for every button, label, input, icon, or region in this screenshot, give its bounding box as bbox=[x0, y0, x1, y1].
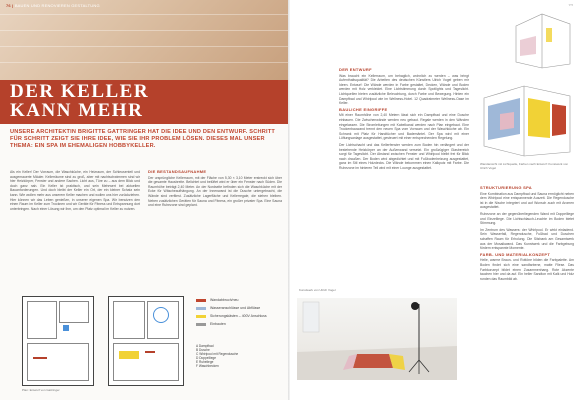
legend-item bbox=[196, 306, 286, 311]
plan-key-item: F Waschbecken bbox=[196, 364, 219, 368]
legend-swatch bbox=[196, 307, 206, 310]
photo-artwork-drawing bbox=[297, 298, 457, 380]
legend-label: Sicherungskästen – 400V Anschluss bbox=[210, 314, 267, 318]
section-heading-farbe: FARB- UND MATERIALKONZEPT bbox=[480, 251, 551, 257]
section-heading-eingriffe: BAULICHE EINGRIFFE bbox=[339, 106, 388, 112]
legend-item bbox=[196, 322, 286, 327]
legend-swatch bbox=[196, 323, 206, 326]
paragraph-entwurf: Was braucht ein Kellerraum, um behaglich, wohnlich zu werden – was bringt Aufenthaltsqualität? Die Arbeiten des deutschen Künstlers Ulrich Vogel geben mir Ideen. Entwurf: Die Wände werden in Farbe gestaltet, Decken, Wände und Boden werden mit Holz verkleidet. Eine Lichtstimmung durch Spotlights und Tageslicht. Lichtquellen bieten zusätzliche Beleuchtung, durch Farbe und Bewegung. Hinten ein Dampfbad und Whirlpool wie im Wellness-Hotel. 12 Quadratmeter Wellness-Oase im Keller. bbox=[339, 73, 469, 106]
texture-line bbox=[0, 14, 289, 25]
texture-line bbox=[0, 46, 289, 57]
plan-room bbox=[27, 301, 57, 339]
plan-legend bbox=[196, 298, 286, 330]
legend-swatch bbox=[196, 299, 206, 302]
hero-texture bbox=[0, 0, 289, 82]
legend-item bbox=[196, 314, 286, 319]
title-line-2: KANN MEHR bbox=[10, 100, 144, 121]
sketch-caption: Wandansicht mit Lichtquelle, Farben nach Entwurf: Kunstwerk von Ulrich Vogel bbox=[480, 162, 569, 170]
plan-key-item: B Dusche bbox=[196, 348, 210, 352]
plan-caption: Plan: Entwurf von Gattringer bbox=[22, 388, 60, 392]
texture-line bbox=[0, 62, 289, 73]
runner: 76 | BAUEN UND RENOVIEREN GESTALTUNG bbox=[6, 3, 100, 8]
texture-line bbox=[0, 30, 289, 41]
legend-label: Einbauten bbox=[210, 322, 226, 326]
title-line-1: DER KELLER bbox=[10, 81, 150, 102]
legend-item bbox=[196, 298, 286, 303]
paragraph-eingriffe: Mit einer Raumhöhe von 2,40 Metern lässt sich ein Dampfbad und eine Dusche einbauen. Die Zwischenwände werden neu gebaut. Regale werden in den Wänden eingelassen. Die Stromleitungen mit Kabelkanal werden nach Plan eingebaut. Eine Trockenbauwand trennt den neuen Spa vom Vorraum und der Waschküche ab. Ein Schrank mit Platz für Handtücher und Bademäntel. Der Spa wird mit einer Lüftungsanlage ausgestattet, gesteuert mit einer entsprechenden Regelung. bbox=[339, 113, 469, 141]
paragraph-lichtschacht: Der Lichtschacht und das Kellerfenster werden zum Boden hin verlängert und der bestehende Heizkörper an der Außenwand versetzt. Ein großzügiger Glasbereich sorgt für Tageslicht. Der Abstand zwischen Fenster und Whirlpool bleibt frei für Blick nach draußen. Der Boden wird abgedichtet und mit Fußbodenheizung ausgestattet, ganz im Stil eines Holzdecks. Die Wände bekommen einen Kalkputz mit Farbe. Die Ruhezone im hinteren Teil wird mit einer Lounge ausgestattet. bbox=[339, 142, 469, 170]
plan-key-item: A Dampfbad bbox=[196, 344, 214, 348]
paragraph-ruhezone: Ruhezone an der gegenüberliegenden Wand mit Doppelliege und Einzelliege. Die Lichtschlauch-Leuchte im Boden bietet Stimmung. bbox=[480, 211, 574, 226]
page-number-left: 76 bbox=[6, 3, 11, 8]
plan-room bbox=[113, 301, 145, 339]
photo-caption: Kunstwerk von Ulrich Vogel bbox=[299, 288, 336, 292]
plan-room bbox=[27, 343, 89, 381]
lead-paragraph: UNSERE ARCHITEKTIN BRIGITTE GATTRINGER HAT DIE IDEE UND DEN ENTWURF. SCHRITT FÜR SCHRITT ZEIGT SIE IHRE IDEE, WIE SIE IHR PROBLEM LÖSEN. DIESES MAL UNSER THEMA: EIN SPA IM EHEMALIGEN HOBBYKELLER. bbox=[10, 129, 275, 150]
legend-label: Wandabbruch/neu bbox=[210, 298, 239, 302]
title-box bbox=[0, 80, 289, 124]
runner-topic: GESTALTUNG bbox=[71, 3, 100, 8]
section-heading-entwurf: DER ENTWURF bbox=[339, 68, 372, 72]
plan-key-item: C Whirlpool mit Regendusche bbox=[196, 352, 239, 356]
left-page bbox=[0, 0, 289, 400]
paragraph-farbe: Helle, warme Braun- und Rottöne bilden die Farbpalette. Am Boden findet sich eine sandfarbene, matte Fliese. Das Farbkonzept bildet einen Zusammenhang. Rote Akzente tauchen hier und da auf. Ein heller Sandton mit Kalk und Holz runden das Raumbild ab. bbox=[480, 258, 574, 281]
plan-key-item: E Ruheliege bbox=[196, 360, 214, 364]
page-title bbox=[10, 82, 149, 120]
plan-key-item: D Doppelliege bbox=[196, 356, 217, 360]
plan-room bbox=[59, 301, 89, 323]
section-heading-struktur: STRUKTURIERUNG SPA bbox=[480, 186, 532, 190]
sketch-colour-room-drawing bbox=[480, 84, 574, 158]
legend-label: Wasseranschlüsse und Abflüsse bbox=[210, 306, 261, 310]
body-column-2 bbox=[148, 170, 282, 292]
plan-wall-marker bbox=[145, 351, 155, 353]
plan-key bbox=[196, 344, 286, 368]
sketch-room-corner-drawing bbox=[512, 6, 574, 70]
photo-artwork-room bbox=[297, 298, 457, 380]
floor-plan-before bbox=[22, 296, 94, 386]
plan-wall-marker bbox=[33, 357, 47, 359]
col2-heading: DIE BESTANDSAUFNAHME bbox=[148, 170, 207, 174]
runner-section: BAUEN UND RENOVIEREN bbox=[14, 3, 70, 8]
legend-swatch bbox=[196, 315, 206, 318]
sketch-colour-room bbox=[480, 84, 574, 158]
right-text-column-2 bbox=[480, 186, 574, 386]
floor-plan-after bbox=[108, 296, 184, 386]
sketch-room-corner bbox=[512, 6, 574, 70]
plan-whirlpool bbox=[153, 307, 169, 323]
col2-text: Der ursprüngliche Kellerraum, mit der Fläche von 5,30 × 3,10 Meter erstreckt sich über die gesamte Hausbreite. Belichtet und belüftet wird er über ein Fenster nach Süden. Die Raumhöhe beträgt 2,40 Meter. An der Nordseite befinden sich die Waschküche mit der Ecke für Wäscheaufhängung. An der Innenwand ist die Dusche untergebracht, die Wände sind verfliest. Zusätzliche Lagerfläche und Kellerregale, die stehen bleiben. Neben zusätzlichen Geräten für Sauna und Fitness, ein großer privater Spa. Eine Sauna und eine Ruhezone sind geplant. bbox=[148, 175, 282, 208]
body-column-1 bbox=[10, 170, 140, 292]
plan-water-marker bbox=[63, 325, 69, 331]
plan-lounger bbox=[119, 351, 139, 359]
col1-text: Als ein Keller! Der Vorraum, die Waschküche, ein Heizraum, der Schleusenteil und ausgemauerte Mäuler. Kellerräume sind zu groß, aber mit nachtschwimmen sind wir hier Heizkörper, Fenster und andere Sachen. Licht aus, Türe zu – aus dem Blick und doch ganz nah. Ein Keller ist praktisch, und sein Mehrwert bei aktuellen Bauanforderungen. Und doch bleibt der Keller ein Ort, der ein kleiner Schatz sein kann. Wie wollen mehr aus unserem Keller machen und wollen uns hier zurückziehen. Hier können wir das Leben genießen, in unserer eigenen Spa. Wir benutzen den einen Raum im Keller zum Trocknen und wir Geräte für Fitness und Entspannung dort unterbringen. Nach einer Lösung wir ihm, um den Platz optimal im Keller zu nutzen. bbox=[10, 170, 140, 211]
plan-room bbox=[113, 343, 179, 381]
paragraph-struktur: Eine Kombination aus Dampfbad und Sauna ermöglicht neben dem Whirlpool eine entspannende Auszeit. Die Regendusche ist in die Nische integriert und auf Wunsch auch mit Aromen ausgestattet. bbox=[480, 191, 574, 210]
paragraph-whirlpool: Im Zentrum des Wassers: der Whirlpool. Er wirkt einladend. Sein Wasserfall, Regendusche, Fußbad und Duschen schaffen Raum für Erholung. Die Sitzbank am Gesamtwerk aus der Mosaikwand. Das Kunstwerk und die Farbgebung fördern entspannte Momente. bbox=[480, 227, 574, 251]
